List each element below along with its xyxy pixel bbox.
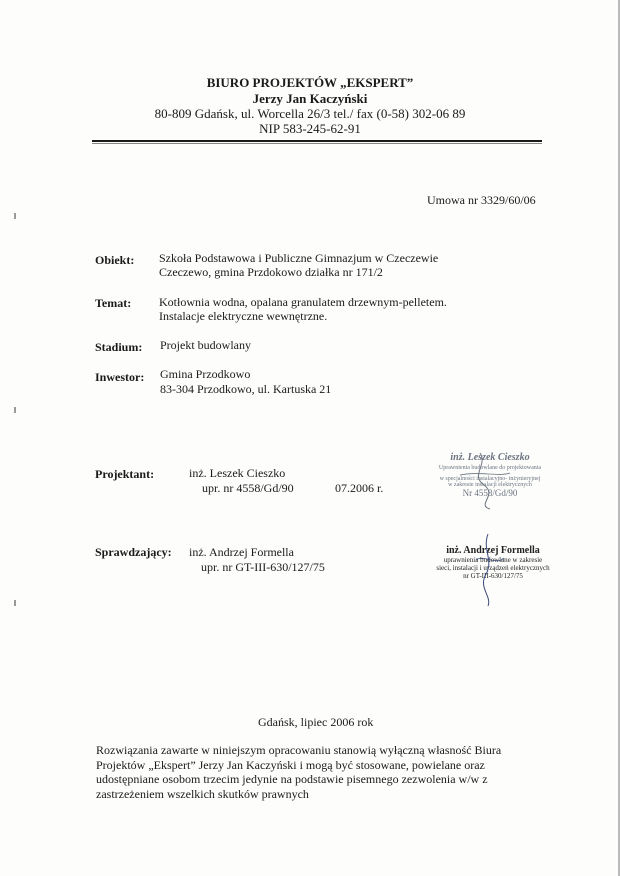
inwestor-line-2: 83-304 Przodkowo, ul. Kartuska 21 — [160, 382, 332, 396]
projektant-stamp-name: inż. Leszek Cieszko — [450, 452, 530, 463]
sprawdzajacy-label: Sprawdzający: — [95, 545, 172, 559]
projektant-label: Projektant: — [95, 467, 155, 481]
sprawdzajacy-permit: upr. nr GT-III-630/127/75 — [201, 560, 325, 574]
sprawdzajacy-stamp-name: inż. Andrzej Formella — [446, 545, 540, 556]
temat-line-1: Kotłownia wodna, opalana granulatem drzewnym-pelletem. — [159, 295, 447, 309]
header-divider-shadow — [92, 143, 542, 144]
temat-label: Temat: — [95, 296, 132, 310]
scan-mark — [14, 600, 16, 606]
inwestor-label: Inwestor: — [95, 370, 145, 384]
projektant-stamp-line-4: Nr 4558/Gd/90 — [462, 488, 518, 498]
stadium-value: Projekt budowlany — [160, 338, 251, 352]
obiekt-line-1: Szkoła Podstawowa i Publiczne Gimnazjum w Czeczewie — [159, 251, 439, 265]
obiekt-label: Obiekt: — [95, 253, 135, 267]
disclaimer-line-1: Rozwiązania zawarte w niniejszym opracowaniu stanowią wyłączną własność Biura — [96, 743, 502, 757]
header-divider — [92, 140, 542, 142]
contract-number: Umowa nr 3329/60/06 — [427, 193, 536, 207]
projektant-stamp-line-2: w specjalności instalacyjno- inżynieryjnej — [439, 476, 541, 482]
obiekt-line-2: Czeczewo, gmina Przdokowo działka nr 171/2 — [159, 265, 383, 279]
disclaimer-line-4: zastrzeżeniem wszelkich skutków prawnych — [96, 786, 309, 801]
sprawdzajacy-stamp-line-1: uprawnienia budowlane w zakresie — [443, 556, 543, 564]
disclaimer-line-3: udostępniane osobom trzecim jedynie na podstawie pisemnego zezwolenia w/w z — [96, 772, 488, 786]
company-name: BIURO PROJEKTÓW „EKSPERT” — [206, 75, 414, 90]
inwestor-line-1: Gmina Przodkowo — [160, 367, 251, 381]
projektant-name: inż. Leszek Cieszko — [189, 466, 286, 480]
projektant-stamp-line-3: w zakresie instalacji elektrycznych — [448, 482, 532, 488]
projektant-signature — [440, 445, 520, 515]
document-date: 07.2006 r. — [335, 481, 384, 495]
company-owner: Jerzy Jan Kaczyński — [252, 91, 368, 106]
temat-line-2: Instalacje elektryczne wewnętrzne. — [159, 309, 328, 323]
company-address: 80-809 Gdańsk, ul. Worcella 26/3 tel./ fax (0-58) 302-06 89 — [154, 106, 466, 121]
scan-mark — [14, 407, 16, 413]
sprawdzajacy-stamp-line-2: sieci, instalacji i urządzeń elektrycznych — [436, 564, 550, 572]
disclaimer — [96, 743, 501, 801]
projektant-stamp-line-1: Uprawnienia budowlane do projektowania — [438, 465, 542, 471]
disclaimer-line-2: Projektów „Ekspert” Jerzy Jan Kaczyński i mogą być stosowane, powielane oraz — [96, 757, 485, 772]
sprawdzajacy-signature — [470, 530, 510, 610]
company-nip: NIP 583-245-62-91 — [259, 121, 361, 136]
scan-mark — [14, 213, 16, 219]
sprawdzajacy-name: inż. Andrzej Formella — [189, 545, 294, 559]
projektant-permit: upr. nr 4558/Gd/90 — [202, 481, 294, 495]
stadium-label: Stadium: — [95, 340, 143, 354]
place-date: Gdańsk, lipiec 2006 rok — [258, 715, 374, 729]
sprawdzajacy-stamp-line-3: nr GT-III-630/127/75 — [463, 572, 523, 580]
